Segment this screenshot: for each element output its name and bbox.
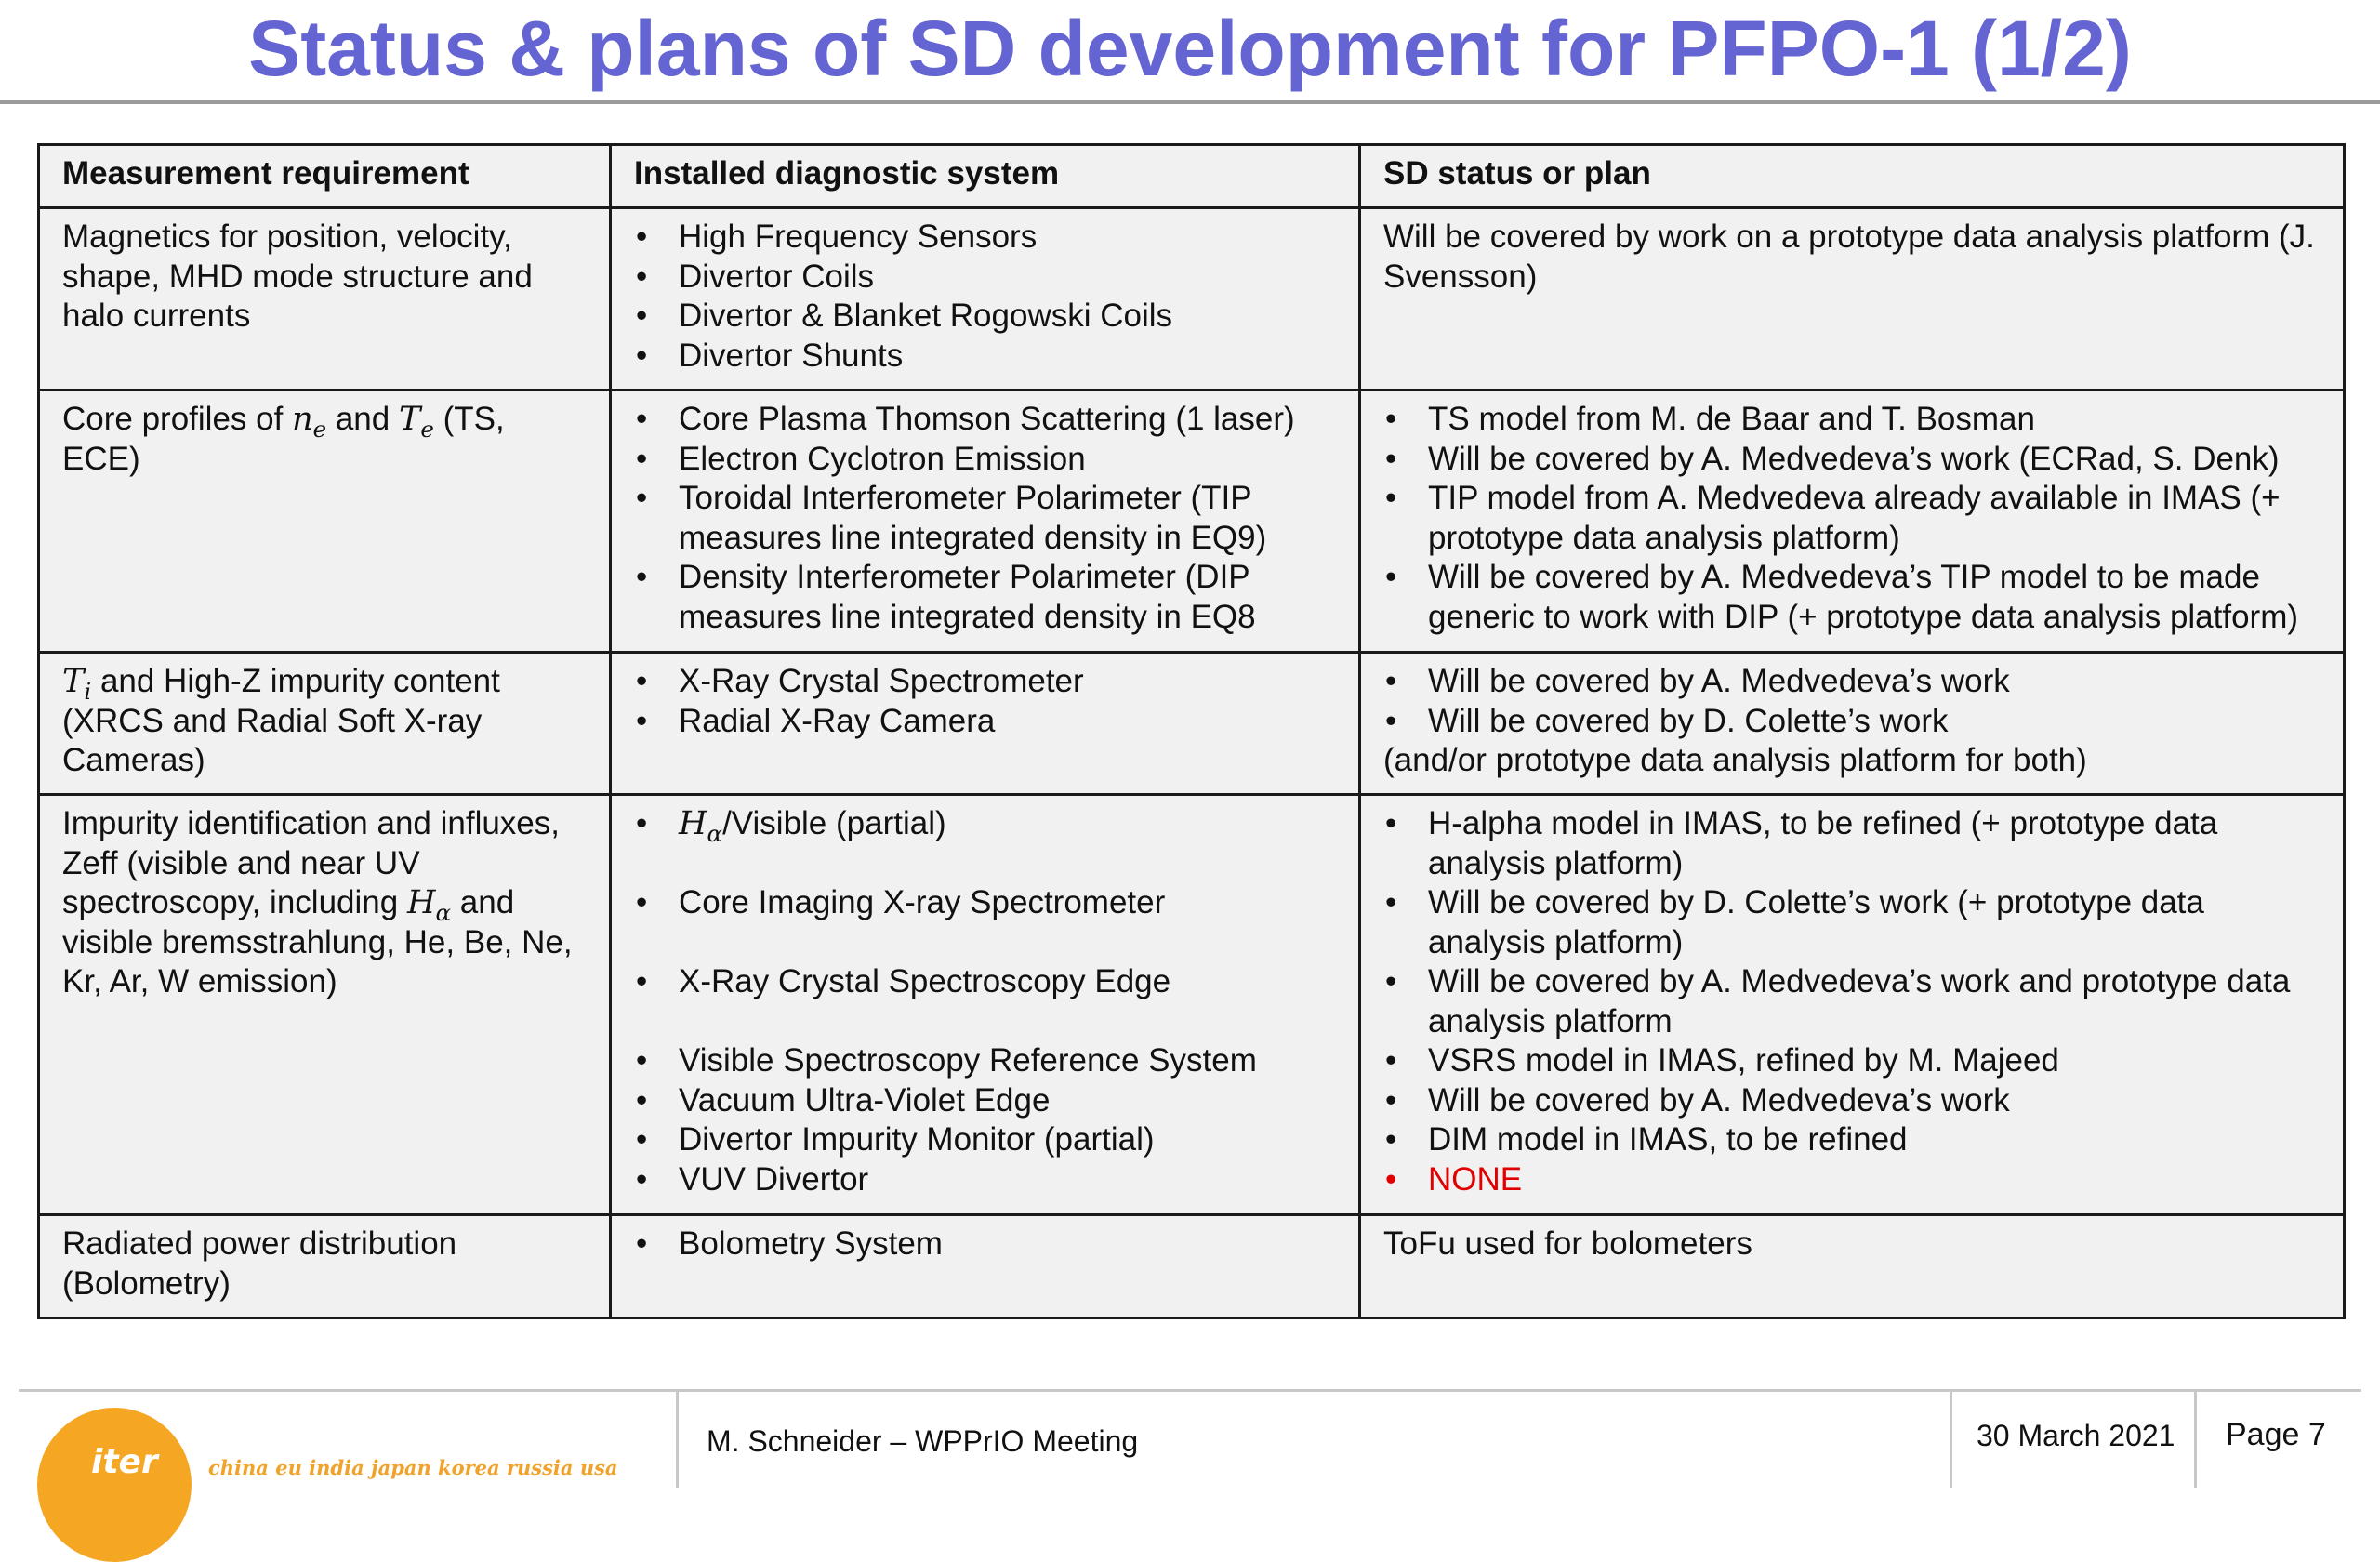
table-row xyxy=(39,390,2345,653)
list-item: • H-alpha model in IMAS, to be refined (+ prototype data analysis platform) xyxy=(1383,804,2320,883)
diagnostic-cell xyxy=(611,208,1360,390)
status-cell xyxy=(1360,208,2345,390)
slide-title: Status & plans of SD development for PFPO-1 (1/2) xyxy=(248,5,2132,92)
list-item: • Will be covered by A. Medvedeva’s work xyxy=(1383,662,2320,702)
list-item: • Will be covered by D. Colette’s work xyxy=(1383,702,2320,742)
list-item: • Radial X-Ray Camera xyxy=(634,702,1336,742)
list-item: • Visible Spectroscopy Reference System xyxy=(634,1041,1336,1081)
h-alpha-symbol: $H_\alpha$ xyxy=(679,805,723,847)
status-list xyxy=(1383,662,2320,741)
list-item: • Divertor Coils xyxy=(634,258,1336,298)
list-item: • Will be covered by A. Medvedeva’s work xyxy=(1383,1081,2320,1121)
list-item: • DIM model in IMAS, to be refined xyxy=(1383,1120,2320,1160)
list-item: • Will be covered by A. Medvedeva’s work and prototype data analysis platform xyxy=(1383,962,2320,1041)
list-item: • Divertor Shunts xyxy=(634,337,1336,377)
list-item: • Will be covered by A. Medvedeva’s TIP model to be made generic to work with DIP (+ prototype data analysis platform) xyxy=(1383,558,2320,637)
status-note: (and/or prototype data analysis platform for both) xyxy=(1383,742,2087,778)
list-item: • Will be covered by D. Colette’s work (+ prototype data analysis platform) xyxy=(1383,883,2320,962)
diagnostic-list xyxy=(634,218,1336,376)
table-row xyxy=(39,795,2345,1215)
ne-symbol: $n_e$ xyxy=(292,401,327,443)
header-diagnostic: Installed diagnostic system xyxy=(611,145,1360,208)
requirement-cell: Core profiles of $n_e$ and $T_e$ (TS, ECE) xyxy=(39,390,611,653)
requirement-cell xyxy=(39,653,611,795)
diagnostic-cell xyxy=(611,795,1360,1215)
list-item: • Density Interferometer Polarimeter (DIP measures line integrated density in EQ8 xyxy=(634,558,1336,637)
diagnostic-list xyxy=(634,804,1336,1199)
status-cell xyxy=(1360,390,2345,653)
list-item: • Core Plasma Thomson Scattering (1 laser) xyxy=(634,400,1336,440)
list-item: • TS model from M. de Baar and T. Bosman xyxy=(1383,400,2320,440)
table-header-row xyxy=(39,145,2345,208)
table-row xyxy=(39,208,2345,390)
presenter-meeting: M. Schneider – WPPrIO Meeting xyxy=(707,1424,1139,1458)
header-measurement: Measurement requirement xyxy=(39,145,611,208)
footer-separator xyxy=(2194,1391,2197,1488)
requirement-text: Magnetics for position, velocity, shape, MHD mode structure and halo currents xyxy=(62,218,533,334)
list-item: • Bolometry System xyxy=(634,1224,1336,1264)
diagnostic-list xyxy=(634,400,1336,637)
list-item: • Vacuum Ultra-Violet Edge xyxy=(634,1081,1336,1121)
list-item: • VSRS model in IMAS, refined by M. Majeed xyxy=(1383,1041,2320,1081)
status-cell xyxy=(1360,653,2345,795)
footer-separator xyxy=(676,1391,679,1488)
te-symbol: $T_e$ xyxy=(398,401,434,443)
requirement-text: Impurity identification and influxes, Zeff (visible and near UV spectroscopy, including xyxy=(62,805,560,920)
status-list xyxy=(1383,400,2320,637)
h-alpha-symbol: $H_\alpha$ xyxy=(406,884,452,926)
title-divider xyxy=(0,100,2380,104)
diagnostic-cell xyxy=(611,390,1360,653)
diagnostic-list xyxy=(634,662,1336,741)
status-cell xyxy=(1360,795,2345,1215)
list-item: • Core Imaging X-ray Spectrometer xyxy=(634,883,1336,923)
list-item: • X-Ray Crystal Spectrometer xyxy=(634,662,1336,702)
footer-date: 30 March 2021 xyxy=(1977,1419,2175,1452)
list-item: • X-Ray Crystal Spectroscopy Edge xyxy=(634,962,1336,1002)
status-list xyxy=(1383,804,2320,1199)
list-item: • Will be covered by A. Medvedeva’s work (ECRad, S. Denk) xyxy=(1383,440,2320,480)
iter-logo-text: iter xyxy=(91,1443,158,1481)
diagnostic-cell xyxy=(611,653,1360,795)
table-row xyxy=(39,653,2345,795)
list-item: • TIP model from A. Medvedeva already available in IMAS (+ prototype data analysis platform) xyxy=(1383,479,2320,558)
list-item: • Divertor Impurity Monitor (partial) xyxy=(634,1120,1336,1160)
footer-divider xyxy=(19,1389,2361,1392)
header-status: SD status or plan xyxy=(1360,145,2345,208)
list-item: • $H_\alpha$/Visible (partial) xyxy=(634,804,1336,844)
requirement-cell xyxy=(39,208,611,390)
status-cell xyxy=(1360,1215,2345,1318)
iter-logo xyxy=(37,1408,192,1562)
page-number: Page 7 xyxy=(2226,1417,2326,1452)
table-row xyxy=(39,1215,2345,1318)
member-tagline: china eu india japan korea russia usa xyxy=(208,1456,618,1479)
status-text: Will be covered by work on a prototype data analysis platform (J. Svensson) xyxy=(1383,218,2315,295)
requirement-cell: Impurity identification and influxes, Zeff (visible and near UV spectroscopy, including $H_\alpha$ and visible bremsstrahlung, He, Be, Ne, Kr, Ar, W emission) xyxy=(39,795,611,1215)
diagnostic-list xyxy=(634,1224,1336,1264)
ti-symbol: $T_i$ xyxy=(62,663,92,705)
diagnostic-cell xyxy=(611,1215,1360,1318)
status-text: ToFu used for bolometers xyxy=(1383,1225,1752,1262)
list-item: • High Frequency Sensors xyxy=(634,218,1336,258)
list-item: • VUV Divertor xyxy=(634,1160,1336,1200)
requirement-text: Radiated power distribution (Bolometry) xyxy=(62,1225,457,1302)
list-item: • Electron Cyclotron Emission xyxy=(634,440,1336,480)
requirement-cell xyxy=(39,1215,611,1318)
list-item: • Toroidal Interferometer Polarimeter (TIP measures line integrated density in EQ9) xyxy=(634,479,1336,558)
none-status-item: • NONE xyxy=(1383,1160,2320,1200)
list-item: • Divertor & Blanket Rogowski Coils xyxy=(634,297,1336,337)
status-table xyxy=(37,143,2346,1319)
requirement-text: Core profiles of xyxy=(62,401,284,437)
requirement-text: and High-Z impurity content (XRCS and Radial Soft X-ray Cameras) xyxy=(62,663,500,778)
footer-separator xyxy=(1950,1391,1952,1488)
